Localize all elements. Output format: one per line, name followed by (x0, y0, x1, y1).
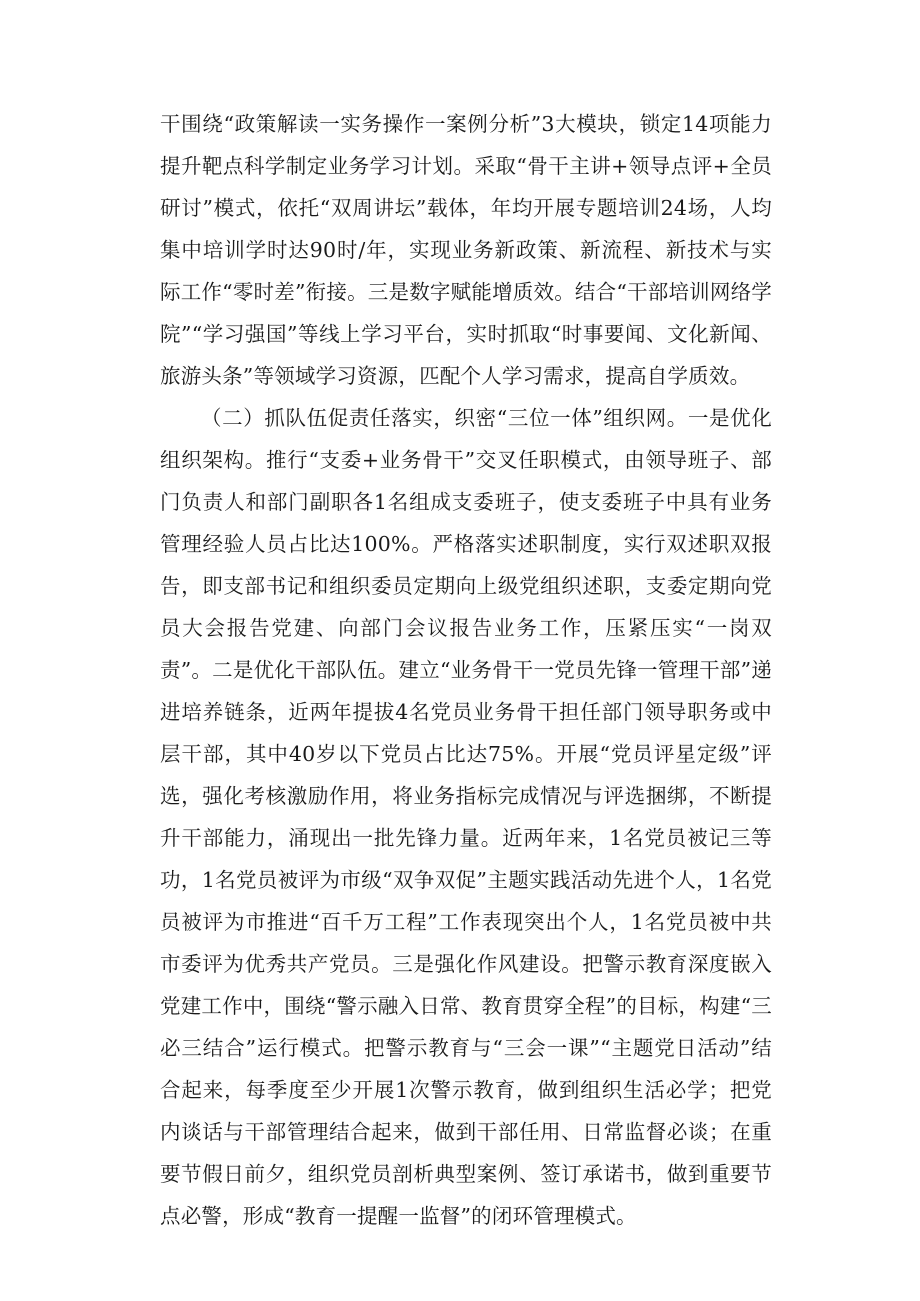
body-text (160, 103, 772, 1237)
paragraph-training-plan: 干围绕“政策解读一实务操作一案例分析”3大模块，锁定14项能力提升靶点科学制定业务学习计划。采取“骨干主讲+领导点评+全员研讨”模式，依托“双周讲坛”载体，年均开展专题培训24场，人均集中培训学时达90时/年，实现业务新政策、新流程、新技术与实际工作“零时差”衔接。三是数字赋能增质效。结合“干部培训网络学院”“学习强国”等线上学习平台，实时抓取“时事要闻、文化新闻、旅游头条”等领域学习资源，匹配个人学习需求，提高自学质效。 (160, 112, 772, 388)
paragraph-team-responsibility: （二）抓队伍促责任落实，织密“三位一体”组织网。一是优化组织架构。推行“支委+业务骨干”交叉任职模式，由领导班子、部门负责人和部门副职各1名组成支委班子，使支委班子中具有业务管理经验人员占比达100%。严格落实述职制度，实行双述职双报告，即支部书记和组织委员定期向上级党组织述职，支委定期向党员大会报告党建、向部门会议报告业务工作，压紧压实“一岗双责”。二是优化干部队伍。建立“业务骨干一党员先锋一管理干部”递进培养链条，近两年提拔4名党员业务骨干担任部门领导职务或中层干部，其中40岁以下党员占比达75%。开展“党员评星定级”评选，强化考核激励作用，将业务指标完成情况与评选捆绑，不断提升干部能力，涌现出一批先锋力量。近两年来，1名党员被记三等功，1名党员被评为市级“双争双促”主题实践活动先进个人，1名党员被评为市推进“百千万工程”工作表现突出个人，1名党员被中共市委评为优秀共产党员。三是强化作风建设。把警示教育深度嵌入党建工作中，围绕“警示融入日常、教育贯穿全程”的目标，构建“三必三结合”运行模式。把警示教育与“三会一课”“主题党日活动”结合起来，每季度至少开展1次警示教育，做到组织生活必学；把党内谈话与干部管理结合起来，做到干部任用、日常监督必谈；在重要节假日前夕，组织党员剖析典型案例、签订承诺书，做到重要节点必警，形成“教育一提醒一监督”的闭环管理模式。 (160, 406, 772, 1228)
